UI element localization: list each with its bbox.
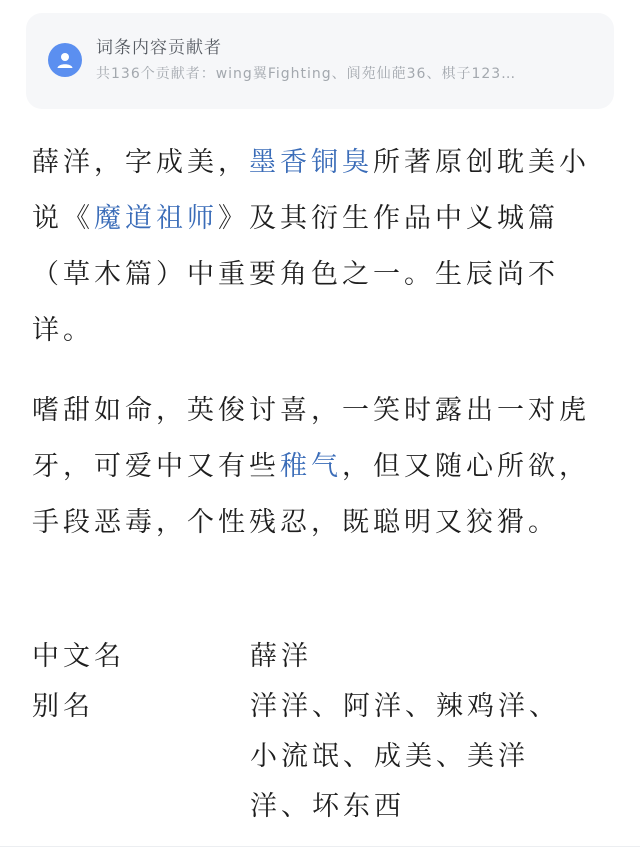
alias-line: 洋、坏东西	[250, 791, 405, 822]
intro-text-1: 薛洋，字成美，	[32, 147, 249, 178]
description-text-2: ，但又随心所欲，手段恶毒，个性残忍，既聪明又狡猾。	[32, 451, 590, 538]
contributors-list[interactable]: 共136个贡献者：wing翼Fighting、阆苑仙葩36、棋子123…	[96, 66, 517, 82]
intro-text-2: 所著原创耽美小说《	[32, 147, 590, 234]
alias-line: 小流氓、成美、美洋	[250, 741, 529, 772]
author-link[interactable]: 墨香铜臭	[249, 147, 373, 178]
contributors-title: 词条内容贡献者	[96, 38, 222, 58]
intro-text-3: 》及其衍生作品中义城篇（草木篇）中重要角色之一。生辰尚不详。	[32, 203, 559, 346]
contributors-card[interactable]	[26, 13, 614, 109]
alias-label: 别名	[32, 691, 94, 722]
description-text-1: 嗜甜如命，英俊讨喜，一笑时露出一对虎牙，可爱中又有些	[32, 395, 590, 482]
chinese-name-label: 中文名	[32, 641, 125, 672]
intro-paragraph	[32, 135, 592, 359]
description-paragraph	[32, 383, 592, 551]
divider	[0, 846, 640, 847]
alias-value	[250, 682, 590, 832]
user-avatar-icon	[48, 43, 82, 77]
alias-line: 洋洋、阿洋、辣鸡洋、	[250, 691, 560, 722]
childish-link[interactable]: 稚气	[280, 451, 342, 482]
book-link[interactable]: 魔道祖师	[94, 203, 218, 234]
chinese-name-value: 薛洋	[250, 641, 312, 672]
